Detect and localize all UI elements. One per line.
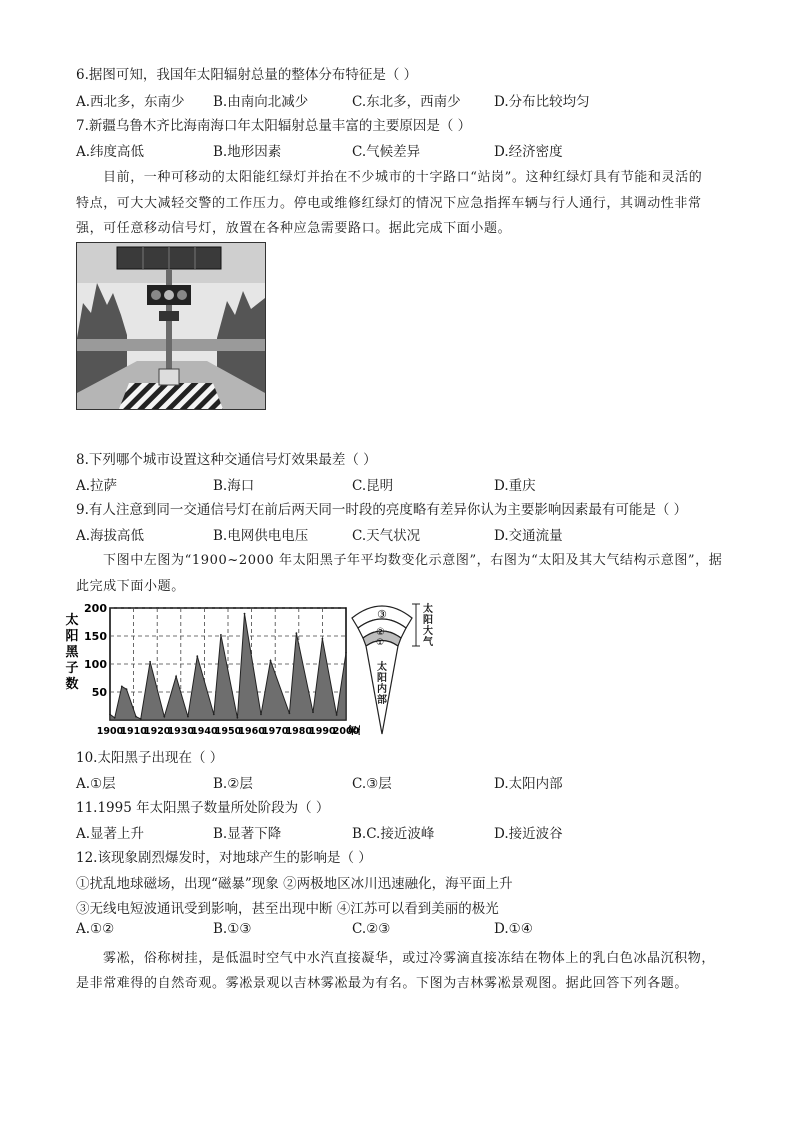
sunspot-data-point xyxy=(244,613,246,615)
q11-option-a: A.显著上升 xyxy=(76,826,145,842)
q11-option-d: D.接近波谷 xyxy=(494,826,563,842)
passage-3-line-2: 是非常难得的自然奇观。雾凇景观以吉林雾凇最为有名。下图为吉林雾凇景观图。据此回答下列各题。 xyxy=(76,976,689,991)
q10-option-b: B.②层 xyxy=(213,776,253,792)
sunspot-data-point xyxy=(336,714,338,716)
q12-statement-1: ①扰乱地球磁场，出现“磁暴”现象 ②两极地区冰川迅速融化，海平面上升 xyxy=(76,876,513,892)
chart-xtick-label: 1990 xyxy=(309,726,336,737)
sunspot-data-point xyxy=(220,634,222,636)
q7-option-c: C.气候差异 xyxy=(352,144,421,160)
q12-option-c: C.②③ xyxy=(352,921,391,937)
passage-1-line-1: 目前，一种可移动的太阳能红绿灯并抬在不少城市的十字路口“站岗”。这种红绿灯具有节能和灵活的 xyxy=(103,170,703,185)
q6-option-a: A.西北多，东南少 xyxy=(76,94,185,110)
q10-option-d: D.太阳内部 xyxy=(494,776,563,792)
chart-xtick-label: 1940 xyxy=(191,726,218,737)
q6-stem: 6.据图可知，我国年太阳辐射总量的整体分布特征是（ ） xyxy=(76,67,418,83)
q8-option-b: B.海口 xyxy=(213,478,255,494)
q9-option-b: B.电网供电电压 xyxy=(213,528,309,544)
chart-xtick-label: 1960 xyxy=(238,726,265,737)
chart-xtick-label: 1930 xyxy=(167,726,195,737)
q12-option-b: B.①③ xyxy=(213,921,252,937)
q7-option-d: D.经济密度 xyxy=(494,144,563,160)
q8-option-d: D.重庆 xyxy=(494,478,536,494)
q10-option-a: A.①层 xyxy=(76,776,116,792)
q12-option-a: A.①② xyxy=(76,921,115,937)
passage-1-line-2: 特点，可大大减轻交警的工作压力。停电或维修红绿灯的情况下应急指挥车辆与行人通行，其调动性非常 xyxy=(76,196,702,211)
sunspot-data-point xyxy=(260,714,262,716)
q10-option-c: C.③层 xyxy=(352,776,392,792)
sunspot-data-point xyxy=(270,660,272,662)
chart-xtick-label: 2000 xyxy=(332,726,360,737)
sunspot-data-point xyxy=(126,688,128,690)
q9-option-c: C.天气状况 xyxy=(352,528,421,544)
sunspot-data-point xyxy=(322,638,324,640)
q11-option-c: B.C.接近波峰 xyxy=(352,826,435,842)
q6-option-d: D.分布比较均匀 xyxy=(494,94,590,110)
sunspot-data-point xyxy=(135,716,137,718)
sunspot-data-point xyxy=(114,717,116,719)
sunspot-data-point xyxy=(175,675,177,677)
sunspot-data-point xyxy=(213,714,215,716)
q11-stem: 11.1995 年太阳黑子数量所处阶段为（ ） xyxy=(76,800,330,816)
chart-ylabel-char: 黑 xyxy=(65,645,79,660)
sun-interior-label: 太阳内部 xyxy=(377,662,387,706)
chart-xtick-label: 1950 xyxy=(214,726,242,737)
q12-stem: 12.该现象剧烈爆发时，对地球产生的影响是（ ） xyxy=(76,850,372,866)
sun-structure-diagram xyxy=(348,598,440,738)
sunspot-data-point xyxy=(312,711,314,713)
chart-xlabel: 年 xyxy=(347,726,357,737)
passage-2-line-2: 此完成下面小题。 xyxy=(76,579,185,594)
sunspot-data-point xyxy=(109,714,111,716)
passage-1-line-3: 强，可任意移动信号灯，放置在各种应急需要路口。据此完成下面小题。 xyxy=(76,221,512,236)
sunspot-data-point xyxy=(345,652,347,654)
q8-stem: 8.下列哪个城市设置这种交通信号灯效果最差（ ） xyxy=(76,452,377,468)
chart-xtick-label: 1920 xyxy=(143,726,171,737)
chart-ylabel-char: 太 xyxy=(65,613,79,628)
solar-traffic-light-photo xyxy=(76,242,266,410)
chart-ylabel-char: 数 xyxy=(65,677,79,692)
q6-option-b: B.由南向北减少 xyxy=(213,94,309,110)
sun-atmosphere-label: 太阳大气 xyxy=(423,604,433,648)
q9-option-a: A.海拔高低 xyxy=(76,528,145,544)
q10-stem: 10.太阳黑子出现在（ ） xyxy=(76,750,224,766)
q7-option-b: B.地形因素 xyxy=(213,144,282,160)
chart-xtick-label: 1970 xyxy=(261,726,289,737)
chart-ytick-label: 200 xyxy=(84,602,107,615)
q6-option-c: C.东北多，西南少 xyxy=(352,94,461,110)
chart-ytick-label: 50 xyxy=(91,686,107,699)
chart-xtick-label: 1910 xyxy=(120,726,147,737)
layer-2-label: ② xyxy=(376,627,385,638)
sunspot-data-point xyxy=(296,632,298,634)
sunspot-data-point xyxy=(196,655,198,657)
sunspot-data-point xyxy=(187,716,189,718)
q11-option-b: B.显著下降 xyxy=(213,826,282,842)
chart-xtick-label: 1900 xyxy=(96,726,124,737)
layer-1-label: ① xyxy=(376,638,385,648)
sunspot-chart-svg xyxy=(60,600,360,740)
sunspot-chart xyxy=(60,600,360,740)
q9-option-d: D.交通流量 xyxy=(494,528,563,544)
q7-option-a: A.纬度高低 xyxy=(76,144,145,160)
chart-ylabel-char: 子 xyxy=(65,661,79,676)
chart-ylabel-char: 阳 xyxy=(65,629,79,644)
q9-stem: 9.有人注意到同一交通信号灯在前后两天同一时段的亮度略有差异你认为主要影响因素最有可能是（ ） xyxy=(76,502,688,518)
passage-2-line-1: 下图中左图为“1900~2000 年太阳黑子年平均数变化示意图”，右图为“太阳及其大气结构示意图”，据 xyxy=(103,553,723,568)
sunspot-data-point xyxy=(149,661,151,663)
q8-option-c: C.昆明 xyxy=(352,478,394,494)
passage-3-line-1: 雾凇，俗称树挂，是低温时空气中水汽直接凝华，或过冷雾滴直接冻结在物体上的乳白色冰晶沉积物， xyxy=(103,951,716,966)
q12-statement-2: ③无线电短波通讯受到影响，甚至出现中断 ④江苏可以看到美丽的极光 xyxy=(76,901,499,917)
sunspot-data-point xyxy=(163,716,165,718)
sunspot-data-point xyxy=(140,718,142,720)
chart-ytick-label: 100 xyxy=(84,658,107,671)
chart-ytick-label: 150 xyxy=(84,630,107,643)
q12-option-d: D.①④ xyxy=(494,921,533,937)
q7-stem: 7.新疆乌鲁木齐比海南海口年太阳辐射总量丰富的主要原因是（ ） xyxy=(76,118,472,134)
sunspot-data-point xyxy=(289,712,291,714)
chart-xtick-label: 1980 xyxy=(285,726,313,737)
sunspot-data-point xyxy=(121,686,123,688)
layer-3-label: ③ xyxy=(377,608,387,621)
sunspot-data-point xyxy=(237,717,239,719)
q8-option-a: A.拉萨 xyxy=(76,478,118,494)
